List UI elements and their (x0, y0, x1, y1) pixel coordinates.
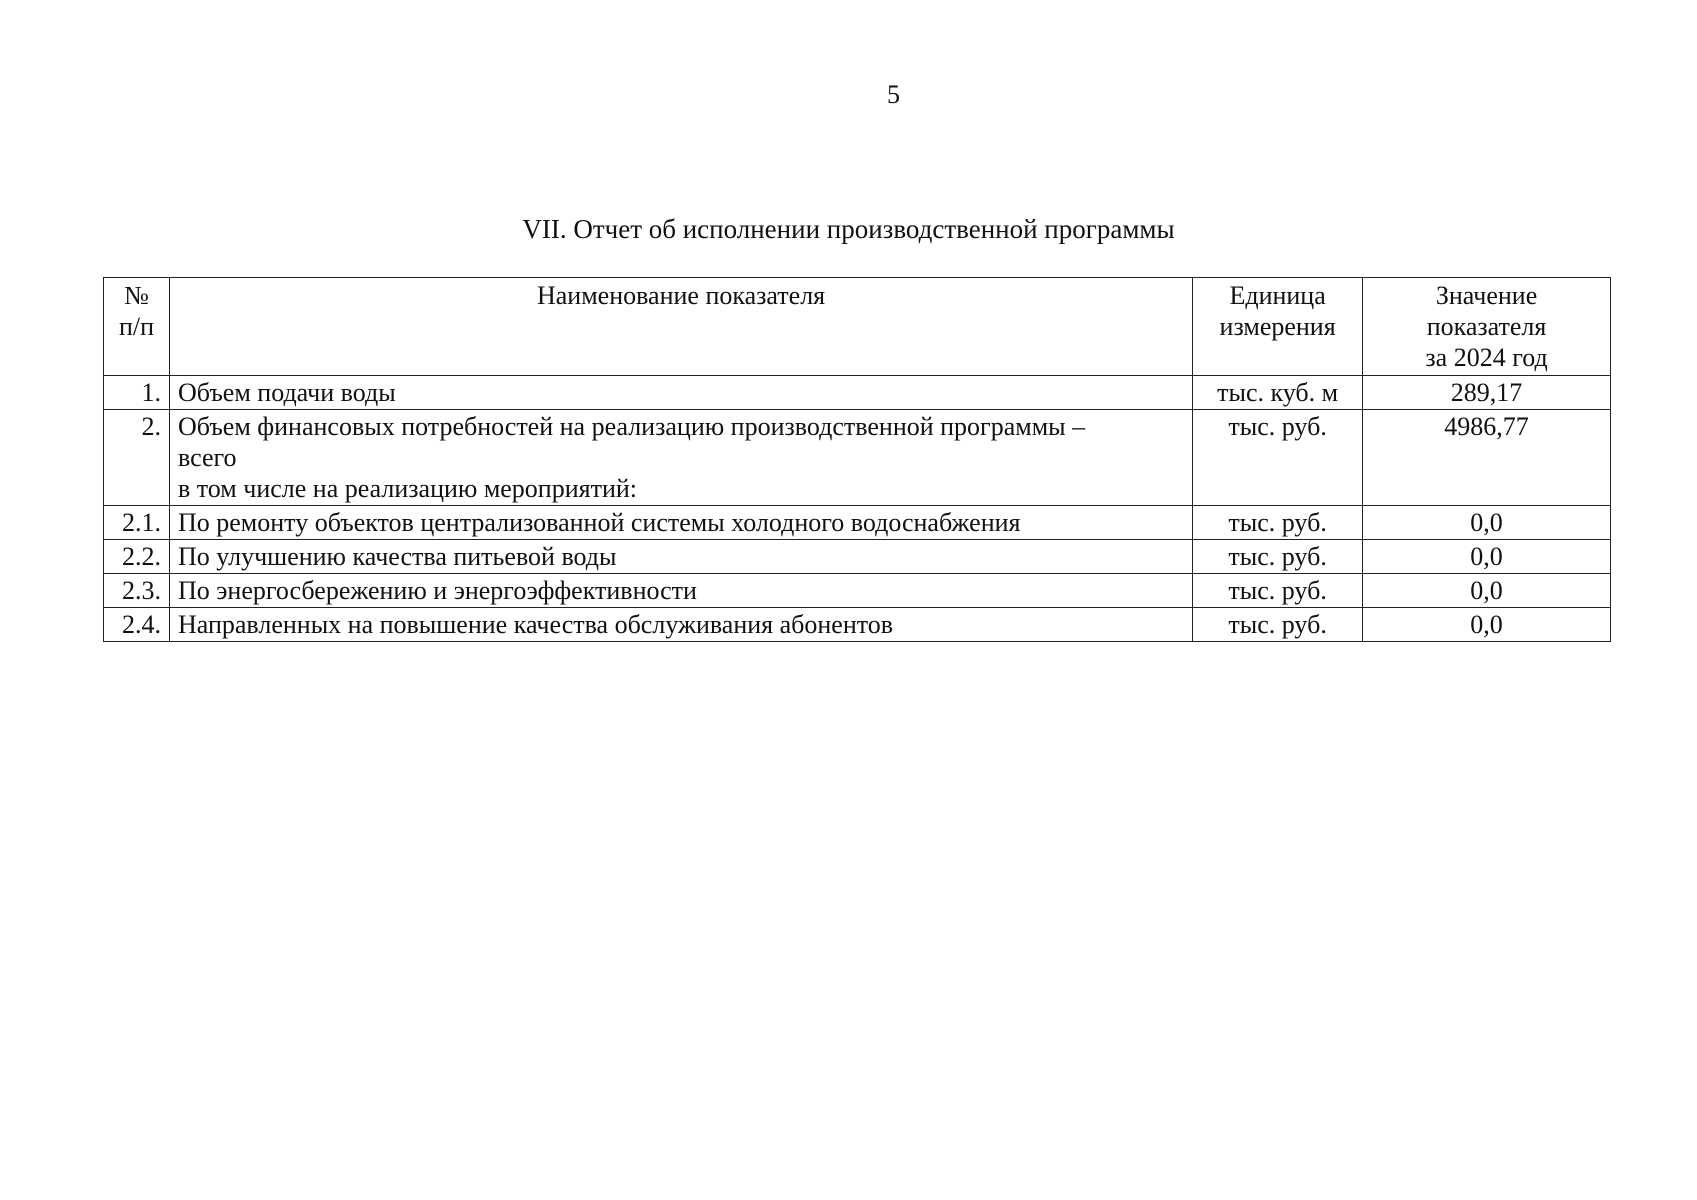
row-number: 2.4. (104, 608, 170, 642)
header-name-text: Наименование показателя (536, 281, 826, 310)
row-name (169, 540, 1192, 574)
row-number: 2.3. (104, 574, 170, 608)
row-name (169, 608, 1192, 642)
row-name (169, 376, 1192, 410)
row-value: 0,0 (1363, 608, 1611, 642)
row-name (169, 574, 1192, 608)
row-name-line: Объем подачи воды (177, 378, 396, 407)
table-row (104, 410, 1611, 506)
row-unit: тыс. руб. (1193, 540, 1363, 574)
row-unit: тыс. куб. м (1193, 376, 1363, 410)
row-number: 1. (104, 376, 170, 410)
header-number-line1: № (124, 281, 149, 310)
row-name-line: всего (177, 443, 237, 472)
row-name (169, 410, 1192, 506)
table-row (104, 376, 1611, 410)
page-number: 5 (887, 80, 900, 109)
table-row (104, 608, 1611, 642)
row-name (169, 506, 1192, 540)
header-unit-line2: измерения (1219, 312, 1336, 341)
header-name (169, 278, 1192, 376)
row-value: 289,17 (1363, 376, 1611, 410)
table-row (104, 506, 1611, 540)
report-table (103, 277, 1611, 642)
row-value: 0,0 (1363, 574, 1611, 608)
header-value-line1: Значение (1435, 281, 1538, 310)
table-header-row (104, 278, 1611, 376)
row-unit: тыс. руб. (1193, 608, 1363, 642)
header-value-line3: за 2024 год (1425, 343, 1548, 372)
row-name-line: Направленных на повышение качества обслуживания абонентов (177, 610, 894, 639)
row-unit: тыс. руб. (1193, 574, 1363, 608)
table-row (104, 574, 1611, 608)
section-title: VII. Отчет об исполнении производственной программы (522, 214, 1175, 244)
header-number (104, 278, 170, 376)
row-value: 4986,77 (1363, 410, 1611, 506)
header-value-line2: показателя (1426, 312, 1547, 341)
header-unit-line1: Единица (1229, 281, 1326, 310)
row-name-line: По энергосбережению и энергоэффективности (177, 576, 697, 605)
row-value: 0,0 (1363, 506, 1611, 540)
row-value: 0,0 (1363, 540, 1611, 574)
row-number: 2.2. (104, 540, 170, 574)
row-name-line: Объем финансовых потребностей на реализацию производственной программы – (177, 412, 1086, 441)
header-number-line2: п/п (118, 312, 155, 341)
row-number: 2. (104, 410, 170, 506)
header-value (1363, 278, 1611, 376)
row-unit: тыс. руб. (1193, 410, 1363, 506)
table-row (104, 540, 1611, 574)
row-unit: тыс. руб. (1193, 506, 1363, 540)
row-name-line: По ремонту объектов централизованной системы холодного водоснабжения (177, 508, 1021, 537)
header-unit (1193, 278, 1363, 376)
row-number: 2.1. (104, 506, 170, 540)
row-name-line: По улучшению качества питьевой воды (177, 542, 617, 571)
row-name-line: в том числе на реализацию мероприятий: (177, 474, 638, 503)
